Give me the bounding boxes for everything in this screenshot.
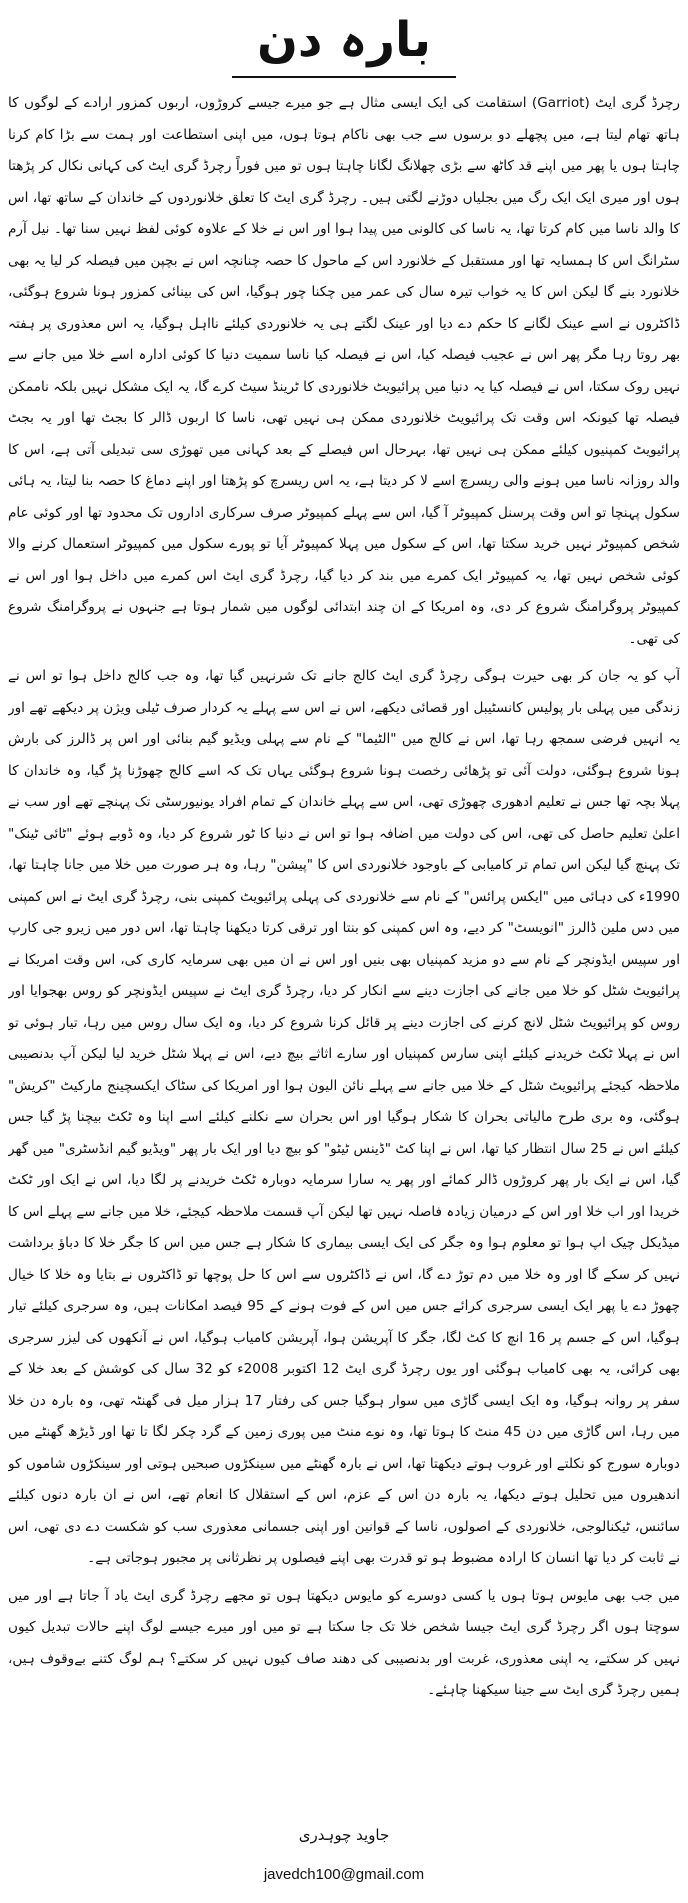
- article-paragraph-1: رچرڈ گری ایٹ (Garriot) استقامت کی ایک ایسی مثال ہے جو میرے جیسے کروڑوں، اربوں کمزور ارادے کے لوگوں کا ہاتھ تھام لیتا ہے، میں پچھلے دو برسوں سے جب بھی ناکام ہوتا ہوں، میں اپنی استطاعت اور ہمت سے بڑا کام کرنا چاہتا ہوں یا پھر میں اپنے قد کاٹھ سے بڑی چھلانگ لگانا چاہتا ہوں تو میں فوراً رچرڈ گری ایٹ کی کہانی نکال کر پڑھتا ہوں اور میری ایک ایک رگ میں بجلیاں دوڑنے لگتی ہیں۔ رچرڈ گری ایٹ کا تعلق خلانوردوں کے خاندان کے ساتھ تھا، اس کا والد ناسا میں کام کرتا تھا، یہ ناسا کی کالونی میں پیدا ہوا اور اس نے خلا کے علاوہ کوئی لفظ نہیں سنا تھا۔ نیل آرم سٹرانگ اس کا ہمسایہ تھا اور مستقبل کے خلانورد اس کے ماحول کا حصہ چنانچہ اس نے بچپن میں فیصلہ کر لیا یہ بھی خلانورد بنے گا لیکن اس کا یہ خواب تیرہ سال کی عمر میں چکنا چور ہوگیا، اس کی بینائی کمزور ہونا شروع ہوگئی، ڈاکٹروں نے اسے عینک لگانے کا حکم دے دیا اور عینک لگتے ہی یہ خلانوردی کیلئے نااہل ہوگیا، یہ اس معذوری پر ہفتہ بھر روتا رہا مگر پھر اس نے عجیب فیصلہ کیا، اس نے فیصلہ کیا ناسا سمیت دنیا کا کوئی ادارہ اسے خلا میں جانے سے نہیں روک سکتا، اس نے فیصلہ کیا یہ دنیا میں پرائیویٹ خلانوردی کا ٹرینڈ سیٹ کرے گا، یہ ایک مشکل نہیں بلکہ ناممکن فیصلہ تھا کیونکہ اس وقت تک پرائیویٹ خلانوردی ممکن ہی نہیں تھی، ناسا کا اربوں ڈالر کا بجٹ تھا اور یہ بجٹ پرائیویٹ کمپنیوں کیلئے ممکن ہی نہیں تھا، بہرحال اس فیصلے کے بعد کہانی میں تھوڑی سی تبدیلی آتی ہے، اس کا والد روزانہ ناسا میں ہونے والی ریسرچ اسے لا کر دیتا ہے، یہ اس ریسرچ کو پڑھتا اور اپنے دماغ کا حصہ بنا لیتا، یہ ہائی سکول پہنچا تو اس وقت پرسنل کمپیوٹر آ گیا، اس سے پہلے کمپیوٹر صرف سرکاری اداروں تک محدود تھا اور کوئی عام شخص کمپیوٹر نہیں خرید سکتا تھا، اس کے سکول میں پہلا کمپیوٹر آیا تو پورے سکول میں کمپیوٹر استعمال کرنے والا کوئی شخص نہیں تھا، یہ کمپیوٹر ایک کمرے میں بند کر دیا گیا، رچرڈ گری ایٹ اس کمرے میں داخل ہوا اور اس نے کمپیوٹر پروگرامنگ شروع کر دی، وہ امریکا کے ان چند ابتدائی لوگوں میں شمار ہوتا ہے جنہوں نے پروگرامنگ شروع کی تھی۔: [8, 95, 680, 647]
- article-body: [8, 88, 680, 1808]
- article-paragraph-2: آپ کو یہ جان کر بھی حیرت ہوگی رچرڈ گری ایٹ کالج جانے تک شرنہیں گیا تھا، وہ جب کالج داخل ہوا تو اس نے زندگی میں پہلی بار پولیس کانسٹیبل اور قصائی دیکھے، اس نے اس سے پہلے یہ کردار صرف ٹیلی ویژن پر دیکھے تھے اور یہ انہیں فرضی سمجھ رہا تھا، اس نے کالج میں "الٹیما" کے نام سے پہلی ویڈیو گیم بنائی اور اس پر ڈالرز کی بارش ہونا شروع ہوگئی، دولت آئی تو پڑھائی رخصت ہونا شروع ہوگئی یہاں تک کہ اسے کالج چھوڑنا پڑ گیا، وہ خاندان کا پہلا بچہ تھا جس نے تعلیم ادھوری چھوڑی تھی، اس سے پہلے خاندان کے تمام افراد یونیورسٹی تک پہنچے تھے اور سب نے اعلیٰ تعلیم حاصل کی تھی، اس کی دولت میں اضافہ ہوا تو اس نے دنیا کا ٹور شروع کر دیا، وہ ڈوبے ہوئے "ٹائی ٹینک" تک پہنچ گیا لیکن اس تمام تر کامیابی کے باوجود خلانوردی اس کا "پیشن" رہا، وہ ہر صورت میں خلا میں جانا چاہتا تھا، 1990ء کی دہائی میں "ایکس پرائس" کے نام سے خلانوردی کی پہلی پرائیویٹ کمپنی بنی، رچرڈ گری ایٹ نے اس کمپنی میں دس ملین ڈالرز "انویسٹ" کر دیے، وہ اس کمپنی کو بنتا اور ترقی کرتا دیکھنا چاہتا تھا، اس دور میں زیرو جی کارپ اور سپیس ایڈونچر کے نام سے دو مزید کمپنیاں بھی بنیں اور اس نے ان میں بھی سرمایہ کاری کی، اس وقت امریکا نے پرائیویٹ شٹل کو خلا میں جانے کی اجازت دینے سے انکار کر دیا، رچرڈ گری ایٹ نے سپیس ایڈونچر کو روس بھجوایا اور روس کو پرائیویٹ شٹل لانچ کرنے کی اجازت دینے پر قائل کرنا شروع کر دیا، وہ ایک سال روس میں رہا، تیار ہوئی تو اس نے پہلا ٹکٹ خریدنے کیلئے اپنی سارس کمپنیاں اور سارے اثاثے بیچ دیے، اس نے پہلا شٹل خرید لیا لیکن آپ بدنصیبی ملاحظہ کیجئے پرائیویٹ شٹل کے خلا میں جانے سے پہلے نائن الیون ہوا اور امریکا کی سٹاک ایکسچینج مارکیٹ "کریش" ہوگئی، وہ بری طرح مالیاتی بحران کا شکار ہوگیا اور اس بحران سے نکلنے کیلئے اسے اپنا وہ ٹکٹ بیچنا پڑ گیا جس کیلئے اس نے 25 سال انتظار کیا تھا، اس نے اپنا کٹ "ڈینس ٹیٹو" کو بیچ دیا اور ایک بار پھر "ویڈیو گیم انڈسٹری" میں گھر گیا، اس نے ایک بار پھر کروڑوں ڈالر کمائے اور پھر یہ سارا سرمایہ دوبارہ ٹکٹ خریدنے پر لگا دیا، اس نے ایک اور ٹکٹ خریدا اور اب خلا اور اس کے درمیان زیادہ فاصلہ نہیں تھا لیکن آپ قسمت ملاحظہ کیجئے، خلا میں جانے سے پہلے اس کا میڈیکل چیک اپ ہوا تو معلوم ہوا وہ جگر کی ایک ایسی بیماری کا شکار ہے جس میں اس کا جگر خلا کا دباؤ برداشت نہیں کر سکے گا اور وہ خلا میں دم توڑ دے گا، اس نے ڈاکٹروں سے اس کا حل پوچھا تو ڈاکٹروں نے بتایا وہ خلا کا خیال چھوڑ دے یا پھر ایک ایسی سرجری کرائے جس میں اس کے فوت ہونے کے 95 فیصد امکانات ہیں، وہ سرجری کیلئے تیار ہوگیا، اس کے جسم پر 16 انچ کا کٹ لگا، جگر کا آپریشن ہوا، آپریشن کامیاب ہوگیا، اس نے آنکھوں کی لیزر سرجری بھی کرائی، یہ بھی کامیاب ہوگئی اور یوں رچرڈ گری ایٹ 12 اکتوبر 2008ء کو 32 سال کی کوشش کے بعد خلا کے سفر پر روانہ ہوگیا، وہ ایک ایسی گاڑی میں سوار ہوگیا جس کی رفتار 17 ہزار میل فی گھنٹہ تھی، وہ بارہ دن خلا میں رہا، اس گاڑی میں دن 45 منٹ کا ہوتا تھا، وہ نوے منٹ میں پوری زمین کے گرد چکر لگا تا تھا اور ڈیڑھ گھنٹے میں دوبارہ سورج کو نکلتے اور غروب ہوتے دیکھتا تھا، اس نے بارہ گھنٹے میں سینکڑوں صبحیں ہوتی اور سینکڑوں شاموں کو اندھیروں میں تحلیل ہوتے دیکھا، یہ بارہ دن اس کے عزم، اس کے استقلال کا انعام تھے، اس نے ان بارہ دنوں کیلئے سائنس، ٹیکنالوجی، خلانوردی کے اصولوں، ناسا کے قوانین اور اپنی جسمانی معذوری سب کو شکست دے دی تھی، اس نے ثابت کر دیا تھا انسان کا ارادہ مضبوط ہو تو قدرت بھی اپنے فیصلوں پر نظرثانی پر مجبور ہوجاتی ہے۔: [8, 668, 680, 1566]
- article-paragraph-3: میں جب بھی مایوس ہوتا ہوں یا کسی دوسرے کو مایوس دیکھتا ہوں تو مجھے رچرڈ گری ایٹ یاد آ جاتا ہے اور میں سوچتا ہوں اگر رچرڈ گری ایٹ جیسا شخص خلا تک جا سکتا ہے تو میں اور میرے جیسے لوگ اپنے حالات تبدیل کیوں نہیں کر سکتے، یہ اپنی معذوری، غربت اور بدنصیبی کی دھند صاف کیوں نہیں کر سکتے؟ ہم لوگ کتنے بےوقوف ہیں، ہمیں رچرڈ گری ایٹ سے جینا سیکھنا چاہئے۔: [8, 1587, 680, 1698]
- article-title: بارہ دن: [256, 12, 432, 68]
- title-underline: [232, 76, 456, 78]
- author-email[interactable]: javedch100@gmail.com: [263, 1866, 425, 1883]
- author-name: جاوید چوہدری: [298, 1826, 390, 1844]
